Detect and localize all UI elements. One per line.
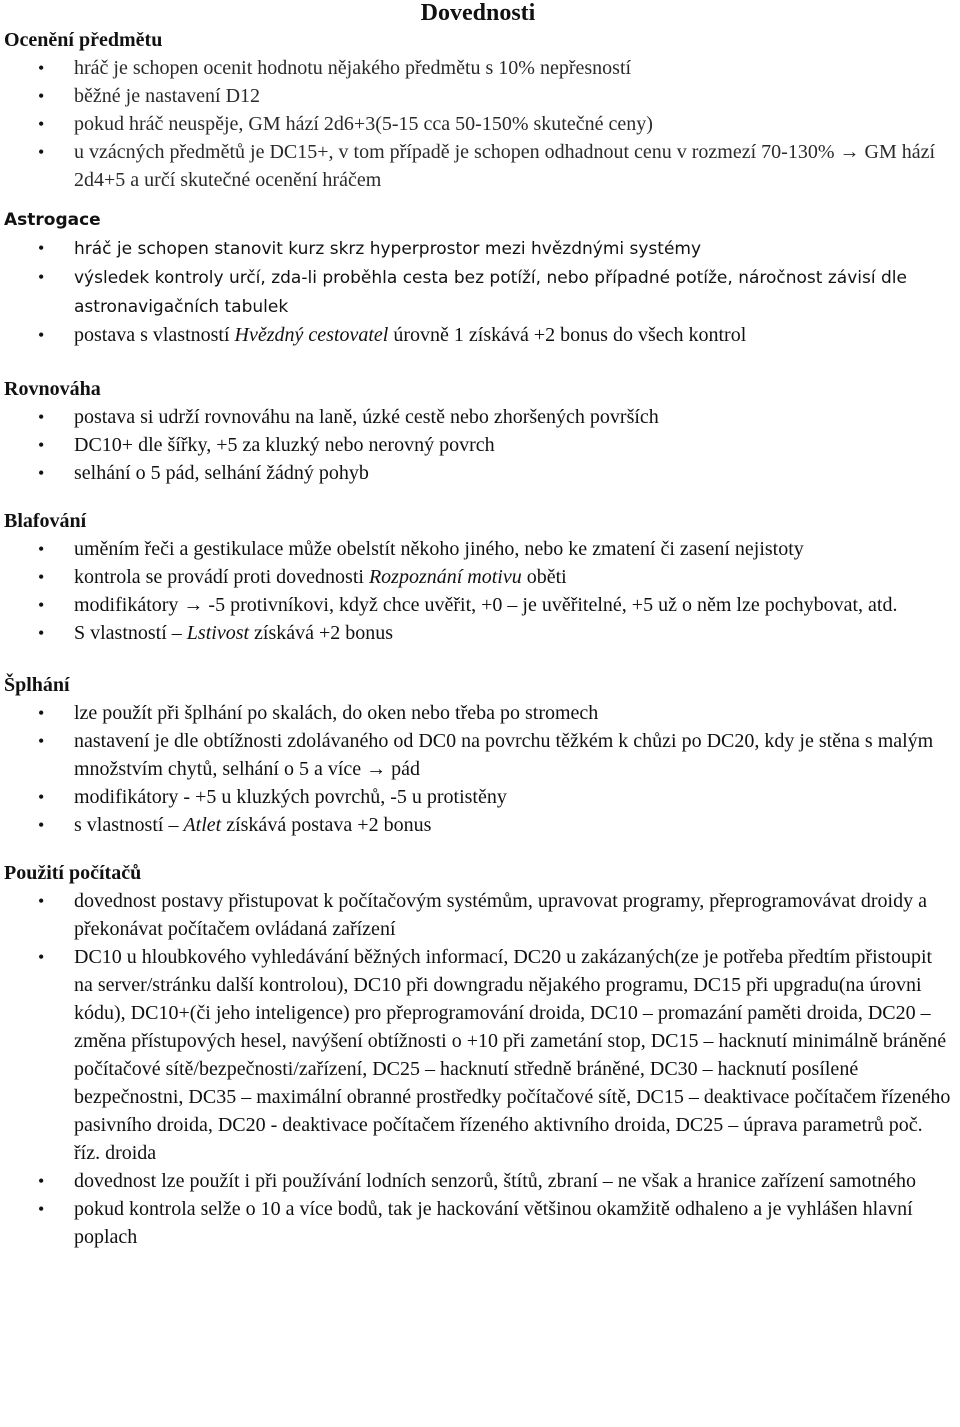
bullet-text: pokud hráč neuspěje, GM hází 2d6+3(5-15 cca 50-150% skutečné ceny) — [74, 113, 653, 135]
bullet-text: lze použít při šplhání po skalách, do oken nebo třeba po stromech — [74, 702, 599, 724]
list-item — [4, 619, 952, 647]
section-rovnovaha — [4, 375, 952, 487]
list-item — [4, 263, 952, 321]
bullet-text-end: získává +2 bonus — [249, 622, 394, 644]
bullet-icon: • — [38, 1171, 45, 1191]
section-title-rovnovaha: Rovnováha — [4, 378, 101, 400]
bullet-icon: • — [38, 891, 45, 911]
bullet-italic-term: Lstivost — [186, 622, 250, 644]
bullet-text-end: získává postava +2 bonus — [221, 814, 432, 836]
bullet-icon: • — [38, 435, 45, 455]
bullet-icon: • — [38, 142, 45, 162]
list-item — [4, 699, 952, 727]
section-title-splhani: Šplhání — [4, 674, 70, 696]
bullet-icon: • — [38, 325, 45, 345]
list-item — [4, 321, 952, 349]
bullet-icon: • — [38, 407, 45, 427]
bullet-text: výsledek kontroly určí, zda-li proběhla cesta bez potíží, nebo případné potíže, náročnost závisí dle astronavigačních tabulek — [74, 268, 907, 317]
bullet-text-start: kontrola se provádí proti dovednosti — [74, 566, 369, 588]
section-title-astrogace: Astrogace — [4, 210, 101, 230]
list-item — [4, 535, 952, 563]
bullet-text: dovednost postavy přistupovat k počítačovým systémům, upravovat programy, přeprogramovávat droidy a překonávat počítačem ovládaná zařízení — [74, 890, 927, 940]
section-pouziti-pocitacu — [4, 859, 952, 1251]
bullet-text: hráč je schopen ocenit hodnotu nějakého předmětu s 10% nepřesností — [74, 57, 632, 79]
bullet-text: hráč je schopen stanovit kurz skrz hyperprostor mezi hvězdnými systémy — [74, 239, 702, 259]
list-item — [4, 563, 952, 591]
bullet-text-start: postava s vlastností — [74, 324, 235, 346]
bullet-icon: • — [38, 567, 45, 587]
list-item — [4, 54, 952, 82]
bullet-list-astrogace — [4, 234, 952, 321]
bullet-icon: • — [38, 114, 45, 134]
list-item — [4, 887, 952, 943]
bullet-text: DC10+ dle šířky, +5 za kluzký nebo nerovný povrch — [74, 434, 495, 456]
list-item — [4, 811, 952, 839]
list-item — [4, 459, 952, 487]
bullet-text-start: s vlastností – — [74, 814, 184, 836]
bullet-text-end: oběti — [521, 566, 567, 588]
bullet-italic-term: Rozpoznání motivu — [368, 566, 522, 588]
bullet-icon: • — [38, 539, 45, 559]
section-blafovani — [4, 507, 952, 647]
list-item — [4, 591, 952, 619]
bullet-text: nastavení je dle obtížnosti zdolávaného od DC0 na povrchu těžkém k chůzi po DC20, kdy je stěna s malým množstvím chytů, selhání o 5 a více → pád — [74, 730, 934, 780]
bullet-text: uměním řeči a gestikulace může obelstít někoho jiného, nebo ke zmatení či zasení nejistoty — [74, 538, 804, 560]
bullet-icon: • — [38, 623, 45, 643]
bullet-text: postava si udrží rovnováhu na laně, úzké cestě nebo zhoršených površích — [74, 406, 659, 428]
bullet-icon: • — [38, 238, 45, 258]
bullet-icon: • — [38, 815, 45, 835]
bullet-icon: • — [38, 595, 45, 615]
section-title-oceneni-predmetu: Ocenění předmětu — [4, 29, 163, 51]
bullet-icon: • — [38, 703, 45, 723]
bullet-text: u vzácných předmětů je DC15+, v tom případě je schopen odhadnout cenu v rozmezí 70-130% → GM hází 2d4+5 a určí skutečné ocenění hráčem — [74, 141, 936, 191]
bullet-list-splhani — [4, 699, 952, 839]
section-oceneni-predmetu — [4, 26, 952, 194]
bullet-text: pokud kontrola selže o 10 a více bodů, tak je hackování většinou okamžitě odhaleno a je vyhlášen hlavní poplach — [74, 1198, 913, 1248]
bullet-icon: • — [38, 86, 45, 106]
list-item — [4, 403, 952, 431]
list-item — [4, 1167, 952, 1195]
section-astrogace — [4, 206, 952, 321]
list-item — [4, 82, 952, 110]
bullet-icon: • — [38, 947, 45, 967]
document-title: Dovednosti — [420, 0, 536, 26]
bullet-list-astrogace-extra — [4, 321, 952, 349]
list-item — [4, 783, 952, 811]
list-item — [4, 431, 952, 459]
bullet-text: modifikátory → -5 protivníkovi, když chce uvěřit, +0 – je uvěřitelné, +5 už o něm lze pochybovat, atd. — [74, 594, 898, 616]
list-item — [4, 234, 952, 263]
list-item — [4, 110, 952, 138]
bullet-text: modifikátory - +5 u kluzkých povrchů, -5 u protistěny — [74, 786, 507, 808]
bullet-text: běžné je nastavení D12 — [74, 85, 261, 107]
bullet-icon: • — [38, 58, 45, 78]
bullet-text: dovednost lze použít i při používání lodních senzorů, štítů, zbraní – ne však a hranice zařízení samotného — [74, 1170, 916, 1192]
bullet-text: DC10 u hloubkového vyhledávání běžných informací, DC20 u zakázaných(ze je potřeba předtím přistoupit na server/stránku další kontrolou), DC10 při downgradu nějakého programu, DC15 při upgradu(na úrovni kódu), DC10+(či jeho inteligence) pro přeprogramování droida, DC10 – promazání paměti droida, DC20 – změna přístupových hesel, navýšení obtížnosti o +10 při zametání stop, DC15 – hacknutí minimálně bráněné počítačové sítě/bezpečnosti/zařízení, DC25 – hacknutí středně bráněné, DC30 – hacknutí posílené bezpečnostni, DC35 – maximální obranné prostředky počítačové sítě, DC15 – deaktivace počítačem řízeného pasivního droida, DC20 - deaktivace počítačem řízeného aktivního droida, DC25 – úprava parametrů poč. říz. droida — [74, 946, 951, 1164]
bullet-icon: • — [38, 1199, 45, 1219]
bullet-list-oceneni-predmetu — [4, 54, 952, 194]
bullet-text-start: S vlastností – — [74, 622, 187, 644]
section-splhani — [4, 671, 952, 839]
section-title-pouziti-pocitacu: Použití počítačů — [4, 862, 142, 884]
bullet-list-rovnovaha — [4, 403, 952, 487]
list-item — [4, 1195, 952, 1251]
bullet-italic-term: Hvězdný cestovatel — [234, 324, 389, 346]
bullet-list-blafovani — [4, 535, 952, 647]
bullet-list-pouziti-pocitacu — [4, 887, 952, 1251]
section-title-blafovani: Blafování — [4, 510, 87, 532]
list-item — [4, 138, 952, 194]
bullet-icon: • — [38, 731, 45, 751]
bullet-icon: • — [38, 267, 45, 287]
bullet-icon: • — [38, 787, 45, 807]
bullet-icon: • — [38, 463, 45, 483]
bullet-text-end: úrovně 1 získává +2 bonus do všech kontrol — [388, 324, 747, 346]
list-item — [4, 727, 952, 783]
list-item — [4, 943, 952, 1167]
bullet-text: selhání o 5 pád, selhání žádný pohyb — [74, 462, 369, 484]
bullet-italic-term: Atlet — [183, 814, 222, 836]
